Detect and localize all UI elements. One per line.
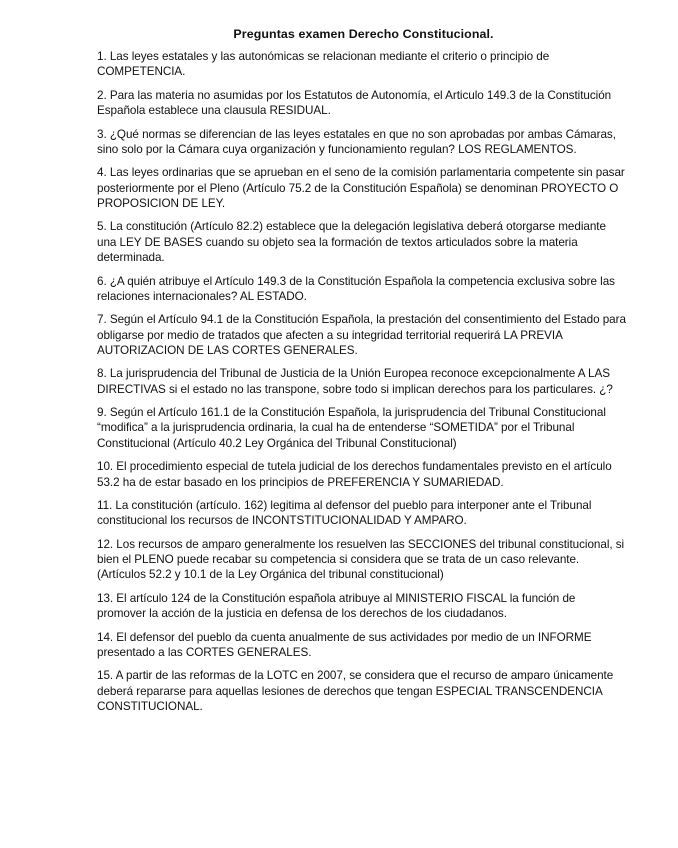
document-title: Preguntas examen Derecho Constitucional. [233,27,494,41]
question-4: 4. Las leyes ordinarias que se aprueban en el seno de la comisión parlamentaria competente sin pasar posteriormente por el Pleno (Artículo 75.2 de la Constitución Española) se denominan PROYECTO O PROPOSICION DE LEY. [97,166,625,210]
question-6: 6. ¿A quién atribuye el Artículo 149.3 de la Constitución Española la competencia exclusiva sobre las relaciones internacionales? AL ESTADO. [97,274,615,303]
question-12: 12. Los recursos de amparo generalmente los resuelven las SECCIONES del tribunal constitucional, si bien el PLENO puede recabar su competencia si considera que se trata de un caso relevante. (Artículos 52.2 y 10.1 de la Ley Orgánica del tribunal constitucional) [97,537,625,582]
question-10: 10. El procedimiento especial de tutela judicial de los derechos fundamentales previsto en el artículo 53.2 ha de estar basado en los principios de PREFERENCIA Y SUMARIEDAD. [97,460,612,489]
question-14: 14. El defensor del pueblo da cuenta anualmente de sus actividades por medio de un INFORME presentado a las CORTES GENERALES. [97,630,592,659]
question-3: 3. ¿Qué normas se diferencian de las leyes estatales en que no son aprobadas por ambas Cámaras, sino solo por la Cámara cuya organización y funcionamiento regulan? LOS REGLAMENTOS. [97,127,616,156]
question-7: 7. Según el Artículo 94.1 de la Constitución Española, la prestación del consentimiento del Estado para obligarse por medio de tratados que afecten a su integridad territorial requerirá LA PREVIA AUTORIZACION DE LAS CORTES GENERALES. [97,313,626,357]
question-1: 1. Las leyes estatales y las autonómicas se relacionan mediante el criterio o principio de COMPETENCIA. [97,50,550,79]
question-2: 2. Para las materia no asumidas por los Estatutos de Autonomía, el Articulo 149.3 de la Constitución Española establece una clausula RESIDUAL. [97,88,612,118]
question-9: 9. Según el Artículo 161.1 de la Constitución Española, la jurisprudencia del Tribunal Constitucional “modifica” a la jurisprudencia ordinaria, la cual ha de entenderse “SOMETIDA” por el Tribunal Constitucional (Artículo 40.2 Ley Orgánica del Tribunal Constitucional) [97,406,606,450]
question-5: 5. La constitución (Artículo 82.2) establece que la delegación legislativa deberá otorgarse mediante una LEY DE BASES cuando su objeto sea la formación de textos articulados sobre la materia determinada. [97,220,606,265]
question-13: 13. El artículo 124 de la Constitución española atribuye al MINISTERIO FISCAL la función de promover la acción de la justicia en defensa de los derechos de los ciudadanos. [97,591,576,621]
question-8: 8. La jurisprudencia del Tribunal de Justicia de la Unión Europea reconoce excepcionalmente A LAS DIRECTIVAS si el estado no las transpone, sobre todo si implican derechos para los particulares. ¿? [97,367,613,396]
question-15: 15. A partir de las reformas de la LOTC en 2007, se considera que el recurso de amparo únicamente deberá repararse para aquellas lesiones de derechos que tengan ESPECIAL TRANSCENDENCIA CONSTITUCIONAL. [97,669,614,714]
question-11: 11. La constitución (artículo. 162) legitima al defensor del pueblo para interponer ante el Tribunal constitucional los recursos de INCONTSTITUCIONALIDAD Y AMPARO. [97,499,592,528]
